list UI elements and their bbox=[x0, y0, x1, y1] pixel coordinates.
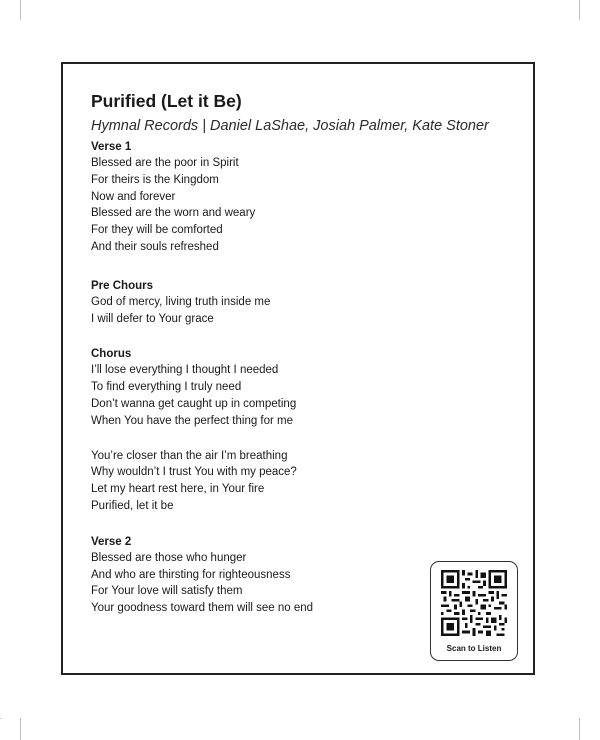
lyric-line: And who are thirsting for righteousness bbox=[91, 568, 291, 581]
qr-card[interactable] bbox=[430, 561, 518, 661]
lyric-line: Your goodness toward them will see no end bbox=[91, 602, 314, 615]
qr-code-icon[interactable] bbox=[441, 570, 507, 636]
qr-caption: Scan to Listen bbox=[446, 644, 502, 653]
lyric-line: For Your love will satisfy them bbox=[91, 585, 243, 598]
lyric-line: Now and forever bbox=[91, 190, 176, 203]
lyric-line: Why wouldn’t I trust You with my peace? bbox=[91, 466, 297, 479]
lyric-line: And their souls refreshed bbox=[91, 240, 219, 253]
section-chorus bbox=[91, 346, 513, 429]
lyric-line: For theirs is the Kingdom bbox=[91, 173, 219, 186]
lyric-content bbox=[91, 90, 513, 617]
lyric-line: I will defer to Your grace bbox=[91, 312, 214, 325]
crop-mark-left-bottom-h bbox=[0, 718, 1, 719]
song-credits: Hymnal Records | Daniel LaShae, Josiah Palmer, Kate Stoner bbox=[91, 118, 489, 134]
lyric-line: Purified, let it be bbox=[91, 499, 174, 512]
song-title: Purified (Let it Be) bbox=[91, 91, 242, 111]
lyric-line: Blessed are the poor in Spirit bbox=[91, 157, 239, 169]
crop-mark-top-left bbox=[20, 0, 21, 20]
lyric-line: Blessed are the worn and weary bbox=[91, 207, 256, 220]
section-label: Chorus bbox=[91, 348, 132, 361]
lyric-line: For they will be comforted bbox=[91, 224, 223, 237]
section-pre-chorus bbox=[91, 278, 513, 328]
section-label: Pre Chours bbox=[91, 279, 153, 292]
lyric-line: To find everything I truly need bbox=[91, 381, 242, 394]
lyric-line: When You have the perfect thing for me bbox=[91, 414, 294, 427]
lyric-sheet bbox=[61, 62, 535, 675]
crop-mark-bottom-right bbox=[579, 718, 580, 740]
section-verse-1 bbox=[91, 139, 513, 256]
crop-mark-top-right bbox=[579, 0, 580, 20]
lyric-line: You’re closer than the air I’m breathing bbox=[91, 449, 288, 462]
lyric-line: Don’t wanna get caught up in competing bbox=[91, 397, 297, 410]
lyric-line: Blessed are those who hunger bbox=[91, 551, 247, 564]
crop-mark-bottom-left bbox=[20, 718, 21, 740]
lyric-line: Let my heart rest here, in Your fire bbox=[91, 483, 265, 496]
lyric-line: I’ll lose everything I thought I needed bbox=[91, 364, 279, 377]
section-label: Verse 1 bbox=[91, 141, 132, 153]
lyric-line: God of mercy, living truth inside me bbox=[91, 295, 271, 308]
section-label: Verse 2 bbox=[91, 535, 132, 548]
section-chorus-continued bbox=[91, 448, 513, 515]
